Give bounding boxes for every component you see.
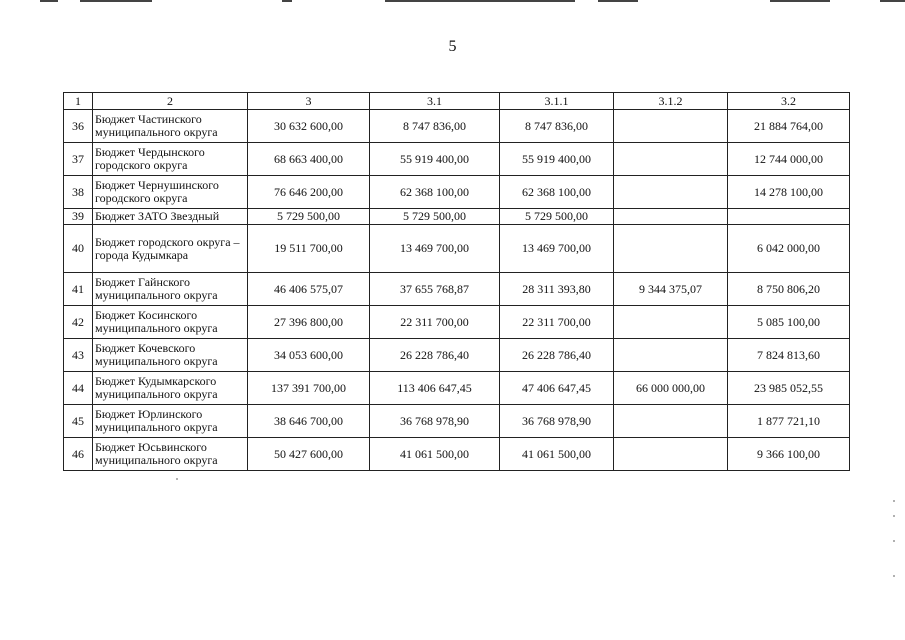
table-row: [64, 225, 850, 273]
page-number: 5: [448, 38, 457, 55]
row-number: 41: [64, 273, 93, 306]
col-3-1-1-value: 55 919 400,00: [500, 143, 614, 176]
col-3-1-2-value: [614, 225, 728, 273]
col-3-value: 19 511 700,00: [248, 225, 370, 273]
scan-speck: [893, 575, 895, 577]
scan-speck: [893, 515, 895, 517]
col-3-2-value: 8 750 806,20: [728, 273, 850, 306]
col-3-1-1-value: 22 311 700,00: [500, 306, 614, 339]
scan-speck: [893, 500, 895, 502]
column-header-2: 2: [93, 93, 248, 110]
col-3-1-1-value: 36 768 978,90: [500, 405, 614, 438]
col-3-1-2-value: [614, 110, 728, 143]
col-3-1-2-value: [614, 143, 728, 176]
table-row: [64, 405, 850, 438]
col-3-2-value: 12 744 000,00: [728, 143, 850, 176]
budget-name: Бюджет Частинского муниципального округа: [93, 110, 248, 143]
col-3-1-value: 37 655 768,87: [370, 273, 500, 306]
column-header-5: 3.1.1: [500, 93, 614, 110]
col-3-1-1-value: 5 729 500,00: [500, 209, 614, 225]
col-3-1-1-value: 8 747 836,00: [500, 110, 614, 143]
col-3-1-1-value: 28 311 393,80: [500, 273, 614, 306]
col-3-1-2-value: [614, 438, 728, 471]
scan-speck: [176, 478, 178, 480]
col-3-1-value: 13 469 700,00: [370, 225, 500, 273]
col-3-value: 76 646 200,00: [248, 176, 370, 209]
col-3-2-value: 7 824 813,60: [728, 339, 850, 372]
budget-name: Бюджет Юрлинского муниципального округа: [93, 405, 248, 438]
scan-edge-marks: [0, 0, 905, 6]
col-3-1-value: 22 311 700,00: [370, 306, 500, 339]
col-3-value: 137 391 700,00: [248, 372, 370, 405]
col-3-1-1-value: 47 406 647,45: [500, 372, 614, 405]
column-header-6: 3.1.2: [614, 93, 728, 110]
row-number: 39: [64, 209, 93, 225]
row-number: 44: [64, 372, 93, 405]
col-3-1-value: 26 228 786,40: [370, 339, 500, 372]
col-3-value: 30 632 600,00: [248, 110, 370, 143]
col-3-1-1-value: 26 228 786,40: [500, 339, 614, 372]
col-3-1-1-value: 41 061 500,00: [500, 438, 614, 471]
col-3-1-2-value: [614, 209, 728, 225]
col-3-1-value: 55 919 400,00: [370, 143, 500, 176]
col-3-1-2-value: [614, 176, 728, 209]
scan-speck: [893, 540, 895, 542]
budget-name: Бюджет Чердынского городского округа: [93, 143, 248, 176]
col-3-1-2-value: [614, 405, 728, 438]
table-row: [64, 176, 850, 209]
budget-name: Бюджет Чернушинского городского округа: [93, 176, 248, 209]
column-header-1: 1: [64, 93, 93, 110]
budget-name: Бюджет городского округа – города Кудымкара: [93, 225, 248, 273]
col-3-1-1-value: 13 469 700,00: [500, 225, 614, 273]
row-number: 37: [64, 143, 93, 176]
column-header-4: 3.1: [370, 93, 500, 110]
row-number: 36: [64, 110, 93, 143]
column-header-3: 3: [248, 93, 370, 110]
budget-name: Бюджет Кудымкарского муниципального округа: [93, 372, 248, 405]
table-row: [64, 110, 850, 143]
budget-name: Бюджет Гайнского муниципального округа: [93, 273, 248, 306]
col-3-1-2-value: [614, 306, 728, 339]
col-3-value: 34 053 600,00: [248, 339, 370, 372]
col-3-value: 50 427 600,00: [248, 438, 370, 471]
column-header-7: 3.2: [728, 93, 850, 110]
col-3-2-value: 5 085 100,00: [728, 306, 850, 339]
table-body: [64, 110, 850, 471]
col-3-value: 38 646 700,00: [248, 405, 370, 438]
col-3-2-value: 1 877 721,10: [728, 405, 850, 438]
col-3-2-value: 23 985 052,55: [728, 372, 850, 405]
row-number: 45: [64, 405, 93, 438]
col-3-1-value: 36 768 978,90: [370, 405, 500, 438]
col-3-1-value: 62 368 100,00: [370, 176, 500, 209]
table-row: [64, 306, 850, 339]
budget-table: [63, 92, 850, 471]
row-number: 38: [64, 176, 93, 209]
col-3-2-value: 9 366 100,00: [728, 438, 850, 471]
col-3-2-value: 21 884 764,00: [728, 110, 850, 143]
table-row: [64, 372, 850, 405]
table-row: [64, 273, 850, 306]
col-3-1-2-value: 66 000 000,00: [614, 372, 728, 405]
col-3-1-2-value: 9 344 375,07: [614, 273, 728, 306]
col-3-value: 46 406 575,07: [248, 273, 370, 306]
header-row: [64, 93, 850, 110]
budget-name: Бюджет Юсьвинского муниципального округа: [93, 438, 248, 471]
row-number: 40: [64, 225, 93, 273]
budget-name: Бюджет Косинского муниципального округа: [93, 306, 248, 339]
table-row: [64, 438, 850, 471]
col-3-1-value: 5 729 500,00: [370, 209, 500, 225]
col-3-value: 5 729 500,00: [248, 209, 370, 225]
table-header: [64, 93, 850, 110]
col-3-2-value: 14 278 100,00: [728, 176, 850, 209]
col-3-value: 27 396 800,00: [248, 306, 370, 339]
col-3-1-2-value: [614, 339, 728, 372]
col-3-2-value: [728, 209, 850, 225]
budget-name: Бюджет Кочевского муниципального округа: [93, 339, 248, 372]
row-number: 46: [64, 438, 93, 471]
col-3-1-value: 113 406 647,45: [370, 372, 500, 405]
row-number: 43: [64, 339, 93, 372]
table-row: [64, 143, 850, 176]
col-3-1-value: 8 747 836,00: [370, 110, 500, 143]
table-row: [64, 209, 850, 225]
col-3-1-value: 41 061 500,00: [370, 438, 500, 471]
table-row: [64, 339, 850, 372]
col-3-2-value: 6 042 000,00: [728, 225, 850, 273]
row-number: 42: [64, 306, 93, 339]
budget-name: Бюджет ЗАТО Звездный: [93, 209, 248, 225]
col-3-1-1-value: 62 368 100,00: [500, 176, 614, 209]
col-3-value: 68 663 400,00: [248, 143, 370, 176]
